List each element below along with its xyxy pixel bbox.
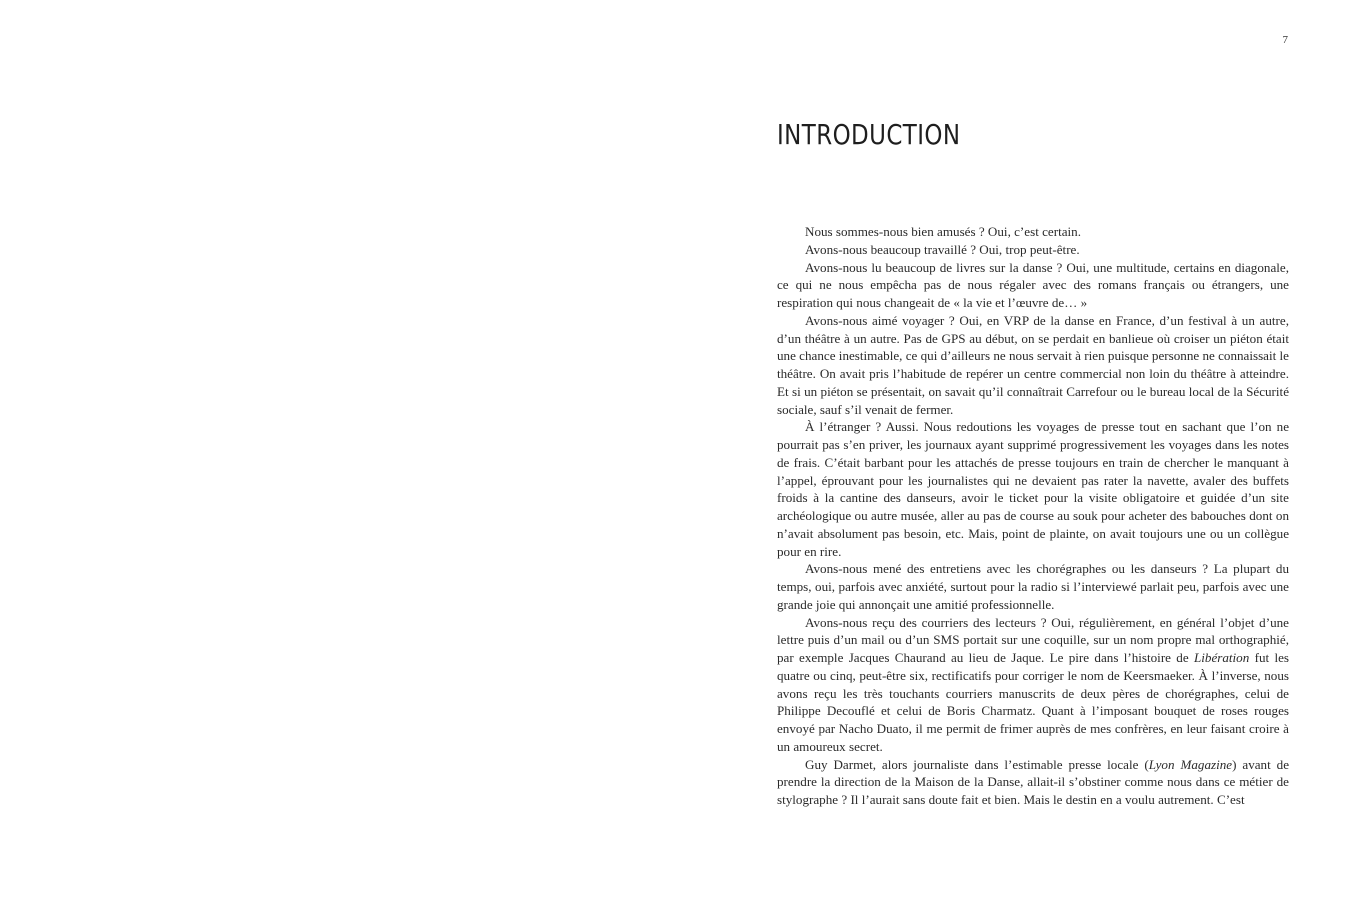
chapter-title: INTRODUCTION: [777, 118, 961, 151]
paragraph: Nous sommes-nous bien amusés ? Oui, c’est certain.: [805, 224, 1081, 239]
newspaper-title: Libération: [1193, 650, 1250, 665]
paragraph: Avons-nous beaucoup travaillé ? Oui, trop peut-être.: [805, 241, 1080, 257]
text-run: ) avant de prendre la direction de la Maison de la Danse, allait-il s’obstiner comme nous dans ce métier de stylographe ? Il l’aurait sans doute fait et bien. Mais le destin en a voulu autrement. C’est: [777, 756, 1290, 807]
text-run: Avons-nous reçu des courriers des lecteurs ? Oui, régulièrement, en général l’objet d’une lettre puis d’un mail ou d’un SMS portait sur une coquille, sur un nom propre mal orthographié, par exemple Jacques Chaurand au lieu de Jaque. Le pire dans l’histoire de: [777, 614, 1289, 665]
magazine-title: Lyon Magazine: [1148, 756, 1233, 772]
right-page: [680, 0, 1360, 912]
text-run: Guy Darmet, alors journaliste dans l’estimable presse locale (: [805, 756, 1149, 772]
paragraph: [777, 614, 1289, 756]
body-text: [777, 223, 1289, 809]
paragraph: Avons-nous mené des entretiens avec les chorégraphes ou les danseurs ? La plupart du temps, oui, parfois avec anxiété, surtout pour la radio si l’interviewé parlait peu, parfois avec une grande joie qui annonçait une amitié professionnelle.: [777, 561, 1289, 612]
paragraph: Avons-nous lu beaucoup de livres sur la danse ? Oui, une multitude, certains en diagonale, ce qui ne nous empêcha pas de nous régaler avec des romans français ou étrangers, une respiration qui nous changeait de « la vie et l’œuvre de… »: [777, 259, 1289, 310]
page-number: 7: [1282, 34, 1288, 46]
paragraph: À l’étranger ? Aussi. Nous redoutions les voyages de presse tout en sachant que l’on ne pourrait pas s’en priver, les journaux ayant supprimé progressivement les voyages dans les notes de frais. C’était barbant pour les attachés de presse toujours en train de chercher le manquant à l’appel, éprouvant pour les journalistes qui ne devaient pas rater la navette, avaler des buffets froids à la cantine des danseurs, avoir le ticket pour la visite obligatoire et guidée d’un site archéologique ou autre musée, aller au pas de course au souk pour acheter des babouches dont on n’avait absolument pas besoin, etc. Mais, point de plainte, on avait toujours une ou un collègue pour en rire.: [777, 419, 1289, 559]
text-run: fut les quatre ou cinq, peut-être six, rectificatifs pour corriger le nom de Keersmaeker. À l’inverse, nous avons reçu les très touchants courriers manuscrits de deux pères de chorégraphes, celui de Philippe Decouflé et celui de Boris Charmatz. Quant à l’imposant bouquet de roses rouges envoyé par Nacho Duato, il me permit de frimer auprès de mes confrères, en leur faisant croire à un amoureux secret.: [777, 650, 1289, 754]
paragraph: Avons-nous aimé voyager ? Oui, en VRP de la danse en France, d’un festival à un autre, d’un théâtre à un autre. Pas de GPS au début, on se perdait en banlieue où croiser un piéton était une chance inestimable, ce qui d’ailleurs ne nous servait à rien puisque personne ne connaissait le théâtre. On avait pris l’habitude de repérer un centre commercial non loin du théâtre à atteindre. Et si un piéton se présentait, on savait qu’il connaîtrait Carrefour ou le bureau local de la Sécurité sociale, sauf s’il venait de fermer.: [777, 312, 1289, 417]
paragraph: [777, 756, 1289, 809]
